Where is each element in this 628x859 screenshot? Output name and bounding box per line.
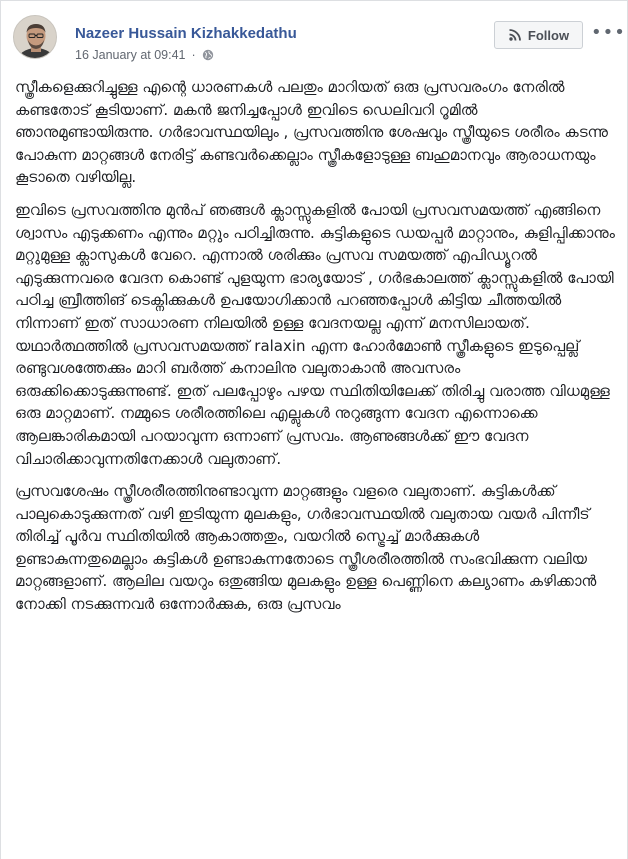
- globe-icon[interactable]: [202, 49, 214, 61]
- post-body: [15, 76, 615, 616]
- avatar[interactable]: [13, 15, 57, 59]
- post-paragraph: ഇവിടെ പ്രസവത്തിനു മുൻപ് ഞങ്ങൾ ക്ലാസ്സുകളിൽ പോയി പ്രസവസമയത്ത് എങ്ങിനെ ശ്വാസം എടുക്കണം എന്നും മറ്റും പഠിച്ചിരുന്നു. കുട്ടികളുടെ ഡയപ്പർ മാറ്റാനും, കുളിപ്പിക്കാനും മറ്റുമുള്ള ക്ലാസുകൾ വേറെ. എന്നാൽ ശരിക്കും പ്രസവ സമയത്ത് എപിഡ്യൂറൽ എടുക്കുന്നവരെ വേദന കൊണ്ട് പുളയുന്ന ഭാര്യയോട് , ഗർഭകാലത്ത് ക്ലാസ്സുകളിൽ പോയി പഠിച്ച ബ്രീത്തിങ് ടെക്നിക്കുകൾ ഉപയോഗിക്കാൻ പറഞ്ഞപ്പോൾ കിട്ടിയ ചീത്തയിൽ നിന്നാണ് ഇത് സാധാരണ നിലയിൽ ഉള്ള വേദനയല്ല എന്ന് മനസിലായത്. യഥാർത്ഥത്തിൽ പ്രസവസമയത്ത് ralaxin എന്ന ഹോർമോൺ സ്ത്രീകളുടെ ഇടുപ്പെല്ല് രണ്ടുവശത്തേക്കും മാറി ബർത്ത് കനാലിനു വലുതാകാൻ അവസരം ഒരുക്കിക്കൊടുക്കുന്നുണ്ട്. ഇത് പലപ്പോഴും പഴയ സ്ഥിതിയിലേക്ക് തിരിച്ചു വരാത്ത വിധമുള്ള ഒരു മാറ്റമാണ്. നമ്മുടെ ശരീരത്തിലെ എല്ലുകൾ നുറുങ്ങുന്ന വേദന എന്നൊക്കെ ആലങ്കാരികമായി പറയാവുന്ന ഒന്നാണ് പ്രസവം. ആണുങ്ങൾക്ക് ഈ വേദന വിചാരിക്കാവുന്നതിനേക്കാൾ വലുതാണ്.: [15, 200, 615, 468]
- avatar-image: [14, 16, 57, 59]
- post-header: [1, 1, 627, 73]
- separator-dot: ·: [191, 48, 196, 62]
- more-options-icon[interactable]: •••: [591, 22, 626, 43]
- author-name[interactable]: Nazeer Hussain Kizhakkedathu: [75, 25, 297, 42]
- post-meta: [75, 48, 214, 62]
- post-timestamp[interactable]: 16 January at 09:41: [75, 48, 186, 62]
- post-paragraph: സ്ത്രീകളെക്കുറിച്ചുള്ള എന്റെ ധാരണകൾ പലതും മാറിയത് ഒരു പ്രസവരംഗം നേരിൽ കണ്ടതോട് കൂടിയാണ്. മകൻ ജനിച്ചപ്പോൾ ഇവിടെ ഡെലിവറി റൂമിൽ ഞാനുമുണ്ടായിരുന്നു. ഗർഭാവസ്ഥയിലും , പ്രസവത്തിനു ശേഷവും സ്ത്രീയുടെ ശരീരം കടന്നു പോകുന്ന മാറ്റങ്ങൾ നേരിട്ട് കണ്ടവർക്കെല്ലാം സ്ത്രീകളോടുള്ള ബഹുമാനവും ആരാധനയും കൂടാതെ വഴിയില്ല.: [15, 78, 608, 187]
- rss-icon: [508, 28, 522, 42]
- follow-button[interactable]: [494, 21, 583, 49]
- post-paragraph: പ്രസവശേഷം സ്ത്രീശരീരത്തിനുണ്ടാവുന്ന മാറ്റങ്ങളും വളരെ വലുതാണ്. കുട്ടികൾക്ക് പാലുകൊടുക്കുന്നത് വഴി ഇടിയുന്ന മുലകളും, ഗർഭാവസ്ഥയിൽ വലുതായ വയർ പിന്നീട് തിരിച്ച് പൂർവ സ്ഥിതിയിൽ ആകാത്തതും, വയറിൽ സ്ട്രെച്ച് മാർക്കുകൾ ഉണ്ടാകുന്നതുമെല്ലാം കുട്ടികൾ ഉണ്ടാകുന്നതോടെ സ്ത്രീശരീരത്തിൽ സംഭവിക്കുന്ന വലിയ മാറ്റങ്ങളാണ്. ആലില വയറും ഒതുങ്ങിയ മുലകളും ഉള്ള പെണ്ണിനെ കല്യാണം കഴിക്കാൻ നോക്കി നടക്കുന്നവർ ഒന്നോർക്കുക, ഒരു പ്രസവം: [15, 482, 597, 614]
- follow-label: Follow: [527, 27, 570, 43]
